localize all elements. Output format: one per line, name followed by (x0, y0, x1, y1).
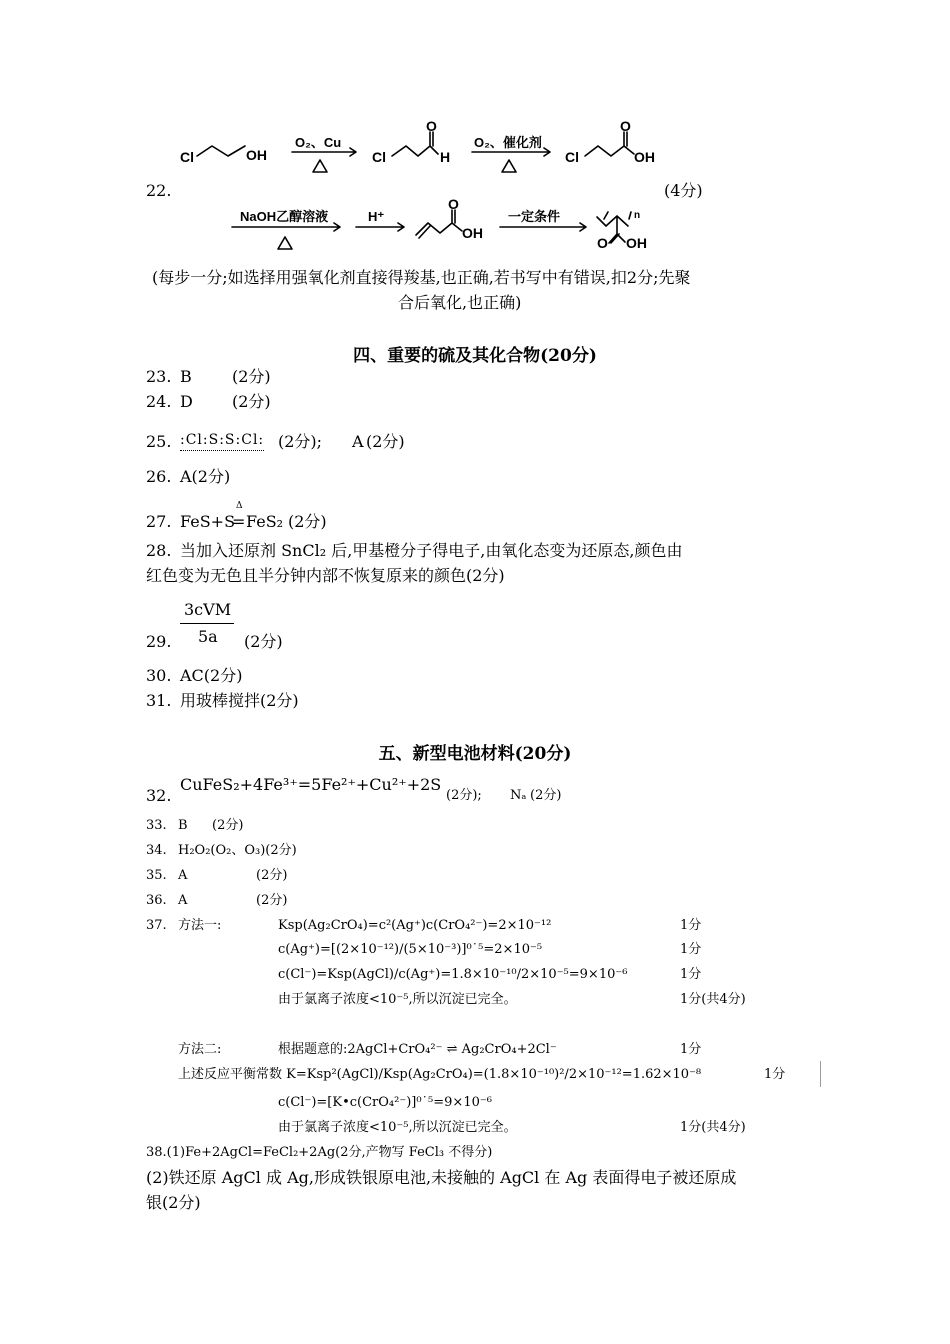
q23-score: (2分) (232, 367, 271, 386)
q32-number: 32. (146, 786, 172, 805)
q22-note-line2: 合后氧化,也正确) (398, 293, 522, 312)
arrow-3 (232, 223, 340, 231)
polymer-n: n (634, 210, 641, 221)
q25-answer2: A (352, 432, 364, 451)
q25-electron-formula: :Cl:S:S:Cl: (180, 430, 264, 451)
mol2-o: O (426, 118, 437, 134)
q29-score: (2分) (244, 632, 283, 651)
q25-score: (2分); (278, 432, 323, 451)
q26-number: 26. (146, 467, 172, 486)
q32-na: Nₐ (510, 788, 527, 803)
q28-line2: 红色变为无色且半分钟内部不恢复原来的颜色(2分) (146, 566, 505, 585)
q37-m2-line3: c(Cl⁻)=[K•c(CrO₄²⁻)]⁰˙⁵=9×10⁻⁶ (278, 1095, 492, 1110)
q37-m2-line2: 上述反应平衡常数 K=Ksp²(AgCl)/Ksp(Ag₂CrO₄)=(1.8×10⁻¹⁰)²/2×10⁻¹²=1.62×10⁻⁸ (178, 1067, 702, 1082)
arrow-5-label: 一定条件 (508, 209, 561, 224)
q32-score2: (2分) (530, 788, 562, 803)
q37-m1-line4: 由于氯离子浓度<10⁻⁵,所以沉淀已完全。 (278, 992, 517, 1007)
mol2-h: H (440, 149, 451, 165)
mol3-o: O (620, 118, 631, 134)
arrow-2-label: O₂、催化剂 (474, 135, 542, 150)
q38-line1: 38.(1)Fe+2AgCl=FeCl₂+2Ag(2分,产物写 FeCl₃ 不得分) (146, 1145, 493, 1160)
q34-number: 34. (146, 843, 167, 858)
q29-number: 29. (146, 632, 172, 651)
arrow-1-label: O₂、Cu (295, 135, 342, 150)
q28-line1: 当加入还原剂 SnCl₂ 后,甲基橙分子得电子,由氧化态变为还原态,颜色由 (180, 541, 683, 560)
q31-text: 用玻棒搅拌(2分) (180, 691, 299, 710)
q35-number: 35. (146, 868, 167, 883)
mol1-oh: OH (246, 147, 267, 163)
arrow-5 (500, 223, 586, 231)
polymer-o: O (597, 235, 608, 251)
heat-triangle-1 (313, 160, 327, 172)
q25-number: 25. (146, 432, 172, 451)
q35-score: (2分) (256, 868, 288, 883)
q37-m1-line2: c(Ag⁺)=[(2×10⁻¹²)/(5×10⁻³)]⁰˙⁵=2×10⁻⁵ (278, 942, 543, 957)
q37-m1-line1: Ksp(Ag₂CrO₄)=c²(Ag⁺)c(CrO₄²⁻)=2×10⁻¹² (278, 918, 552, 933)
q37-method2-label: 方法二: (178, 1042, 222, 1057)
section4-title: 四、重要的硫及其化合物(20分) (353, 346, 597, 366)
arrow-4 (356, 223, 404, 231)
q35-answer: A (178, 868, 188, 883)
q38-line3: 银(2分) (146, 1193, 201, 1212)
q27-heat-symbol: Δ (236, 501, 243, 511)
q36-number: 36. (146, 893, 167, 908)
q24-score: (2分) (232, 392, 271, 411)
q22-score: (4分) (664, 181, 703, 200)
q37-method1-label: 方法一: (178, 918, 222, 933)
q29-numerator: 3cVM (184, 600, 232, 619)
q24-number: 24. (146, 392, 172, 411)
q33-answer: B (178, 818, 188, 833)
synthesis-scheme (0, 110, 950, 270)
q30-number: 30. (146, 666, 172, 685)
q38-line2: (2)铁还原 AgCl 成 Ag,形成铁银原电池,未接触的 AgCl 在 Ag 表面得电子被还原成 (146, 1168, 737, 1187)
mol1-chain (197, 146, 245, 156)
q36-score: (2分) (256, 893, 288, 908)
q27-reactants: FeS+S (180, 512, 236, 531)
q29-fraction-bar (180, 623, 234, 624)
q37-m1-score4: 1分(共4分) (680, 992, 746, 1007)
q37-m2-line4: 由于氯离子浓度<10⁻⁵,所以沉淀已完全。 (278, 1120, 517, 1135)
q37-m2-score2: 1分 (764, 1067, 786, 1082)
q26-text: A(2分) (180, 467, 231, 486)
q23-number: 23. (146, 367, 172, 386)
mol4-chain (416, 210, 462, 238)
q37-m1-score3: 1分 (680, 967, 702, 982)
mol3-oh: OH (634, 149, 655, 165)
q25-score2: (2分) (366, 432, 405, 451)
mol2-chain (392, 132, 438, 156)
q37-m1-score1: 1分 (680, 918, 702, 933)
q33-number: 33. (146, 818, 167, 833)
q37-m2-line1: 根据题意的:2AgCl+CrO₄²⁻ ⇌ Ag₂CrO₄+2Cl⁻ (278, 1042, 557, 1057)
mol2-cl: Cl (372, 149, 386, 165)
q31-number: 31. (146, 691, 172, 710)
q37-number: 37. (146, 918, 167, 933)
q32-score: (2分); (446, 788, 482, 803)
margin-marker (820, 1061, 821, 1087)
polymer-oh: OH (626, 235, 647, 251)
q32-equation: CuFeS₂+4Fe³⁺=5Fe²⁺+Cu²⁺+2S (180, 775, 442, 794)
q22-note-line1: (每步一分;如选择用强氧化剂直接得羧基,也正确,若书写中有错误,扣2分;先聚 (152, 268, 691, 287)
section5-title: 五、新型电池材料(20分) (378, 744, 572, 764)
mol4-o: O (448, 196, 459, 212)
q27-equals: = (232, 512, 246, 531)
q27-number: 27. (146, 512, 172, 531)
q37-m1-score2: 1分 (680, 942, 702, 957)
arrow-3-label: NaOH乙醇溶液 (240, 209, 329, 224)
q24-answer: D (180, 392, 193, 411)
heat-triangle-3 (278, 237, 292, 249)
q34-text: H₂O₂(O₂、O₃)(2分) (178, 843, 297, 858)
mol1-cl: Cl (180, 149, 194, 165)
q23-answer: B (180, 367, 192, 386)
q22-number: 22. (146, 181, 172, 200)
q33-score: (2分) (212, 818, 244, 833)
mol4-oh: OH (462, 225, 483, 241)
q29-denominator: 5a (198, 627, 218, 646)
q27-product: FeS₂ (246, 512, 284, 531)
q36-answer: A (178, 893, 188, 908)
q37-m2-score1: 1分 (680, 1042, 702, 1057)
q37-m2-score4: 1分(共4分) (680, 1120, 746, 1135)
q28-number: 28. (146, 541, 172, 560)
q37-m1-line3: c(Cl⁻)=Ksp(AgCl)/c(Ag⁺)=1.8×10⁻¹⁰/2×10⁻⁵=9×10⁻⁶ (278, 967, 628, 982)
q30-text: AC(2分) (180, 666, 243, 685)
arrow-4-label: H⁺ (368, 209, 385, 224)
mol3-chain (585, 132, 634, 156)
mol3-cl: Cl (565, 149, 579, 165)
q27-score: (2分) (288, 512, 327, 531)
heat-triangle-2 (502, 160, 516, 172)
